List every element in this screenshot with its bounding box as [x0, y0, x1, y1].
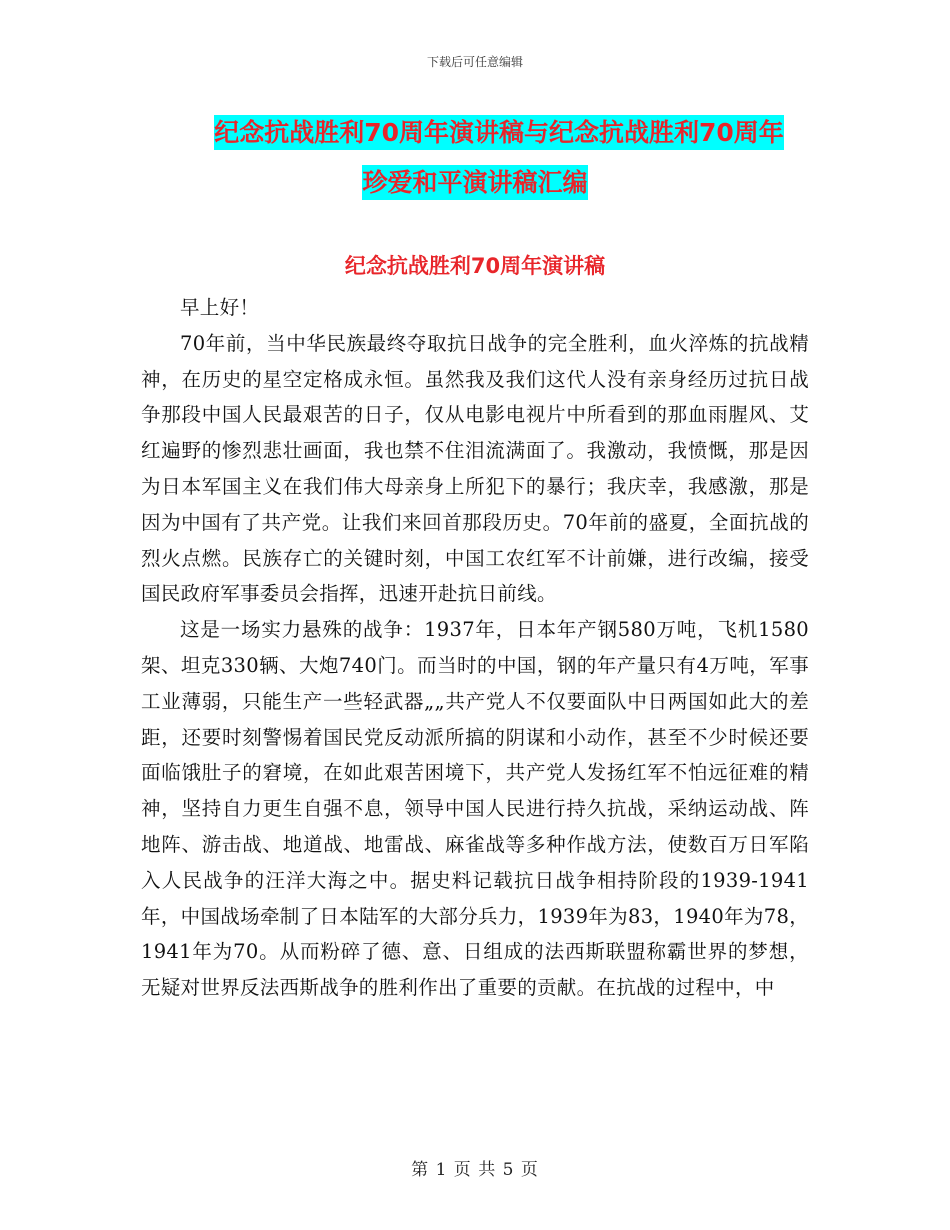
page-header-note: 下载后可任意编辑: [426, 55, 523, 69]
title-line-1: [0, 108, 950, 158]
document-title: [0, 108, 950, 208]
title-line-2: [0, 158, 950, 208]
section-title: 纪念抗战胜利70周年演讲稿: [344, 254, 606, 278]
body-paragraph: 这是一场实力悬殊的战争：1937年，日本年产钢580万吨，飞机1580架、坦克330辆、大炮740门。而当时的中国，钢的年产量只有4万吨，军事工业薄弱，只能生产一些轻武器„„共产党人不仅要面队中日两国如此大的差距，还要时刻警惕着国民党反动派所搞的阴谋和小动作，甚至不少时候还要面临饿肚子的窘境，在如此艰苦困境下，共产党人发扬红军不怕远征难的精神，坚持自力更生自强不息，领导中国人民进行持久抗战，采纳运动战、阵地阵、游击战、地道战、地雷战、麻雀战等多种作战方法，使数百万日军陷入人民战争的汪洋大海之中。据史料记载抗日战争相持阶段的1939-1941年，中国战场牵制了日本陆军的大部分兵力，1939年为83，1940年为78，1941年为70。从而粉碎了德、意、日组成的法西斯联盟称霸世界的梦想，无疑对世界反法西斯战争的胜利作出了重要的贡献。在抗战的过程中，中: [141, 618, 809, 1000]
document-body: [141, 290, 809, 1006]
title-line-1-text: 纪念抗战胜利70周年演讲稿与纪念抗战胜利70周年: [214, 115, 784, 150]
body-paragraph: 70年前，当中华民族最终夺取抗日战争的完全胜利，血火淬炼的抗战精神，在历史的星空定格成永恒。虽然我及我们这代人没有亲身经历过抗日战争那段中国人民最艰苦的日子，仅从电影电视片中所看到的那血雨腥风、艾红遍野的惨烈悲壮画面，我也禁不住泪流满面了。我激动，我愤慨，那是因为日本军国主义在我们伟大母亲身上所犯下的暴行；我庆幸，我感激，那是因为中国有了共产党。让我们来回首那段历史。70年前的盛夏，全面抗战的烈火点燃。民族存亡的关键时刻，中国工农红军不计前嫌，进行改编，接受国民政府军事委员会指挥，迅速开赴抗日前线。: [141, 331, 809, 606]
greeting-paragraph: 早上好！: [180, 296, 260, 319]
title-line-2-text: 珍爱和平演讲稿汇编: [362, 165, 587, 200]
page-number: 第 1 页 共 5 页: [411, 1160, 539, 1180]
